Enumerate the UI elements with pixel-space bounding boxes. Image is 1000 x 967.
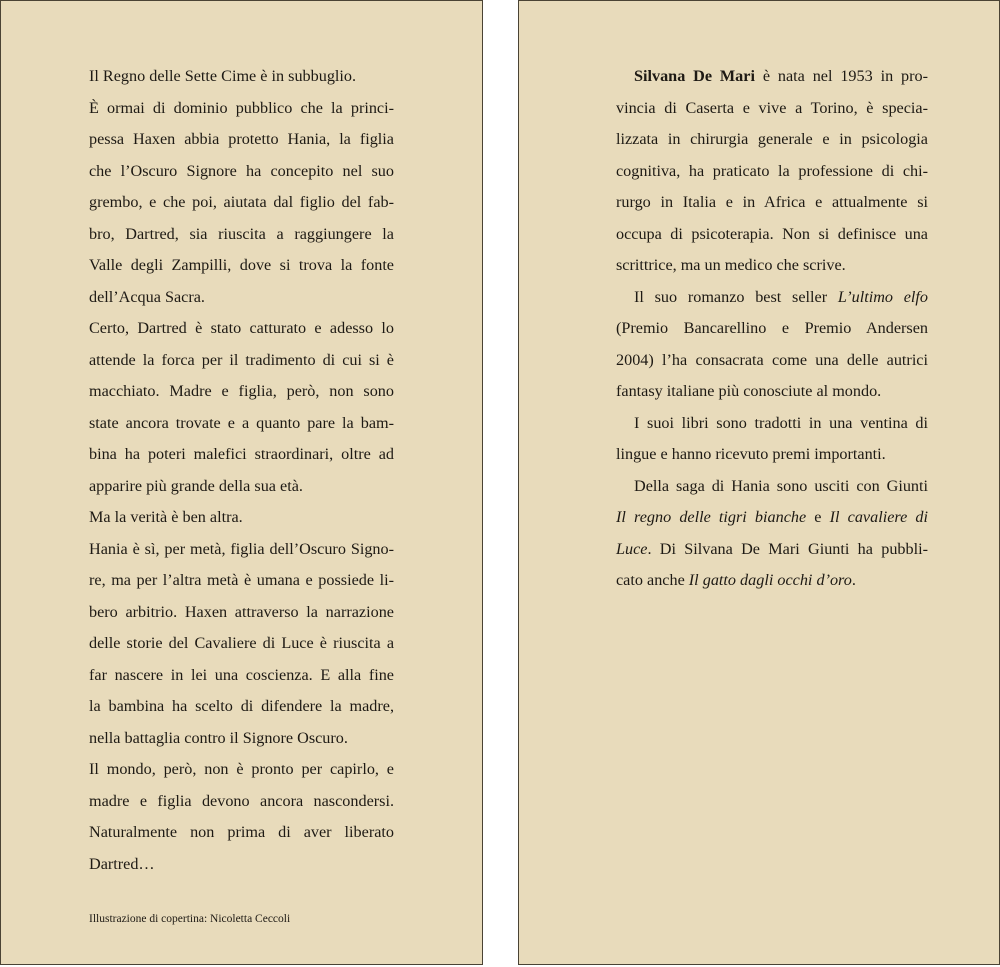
right-flap-page [518, 0, 1000, 965]
text-line: Della saga di Hania sono usciti con Giunti [634, 476, 928, 495]
synopsis-text [89, 61, 394, 880]
text-line [616, 502, 928, 534]
text-line: Naturalmente non prima di aver liberato [89, 823, 394, 841]
text-line: Il Regno delle Sette Cime è in subbuglio. [89, 67, 357, 85]
text-line: Hania è sì, per metà, figlia dell’Oscuro Signo- [89, 539, 394, 558]
text-segment: Il suo romanzo best seller [634, 287, 838, 306]
text-line: scrittrice, ma un medico che scrive. [616, 256, 846, 274]
text-line: delle storie del Cavaliere di Luce è riuscita a [89, 634, 394, 652]
text-line: grembo, e che poi, aiutata dal figlio del fab- [89, 193, 394, 211]
text-line: (Premio Bancarellino e Premio Andersen [616, 319, 928, 337]
text-line: che l’Oscuro Signore ha concepito nel suo [89, 161, 394, 180]
text-line [616, 534, 928, 566]
text-line: pessa Haxen abbia protetto Hania, la figlia [89, 130, 394, 148]
book-title: Luce [616, 539, 648, 558]
text-line: Ma la verità è ben altra. [89, 508, 243, 526]
cover-illustration-credit: Illustrazione di copertina: Nicoletta Ceccoli [89, 913, 291, 925]
book-title: L’ultimo elfo [837, 287, 929, 306]
text-segment: . [851, 571, 856, 589]
text-line: È ormai di dominio pubblico che la princi- [89, 98, 394, 117]
author-bio-text [616, 61, 928, 597]
text-segment: . Di Silvana De Mari Giunti ha pubbli- [647, 539, 928, 558]
book-title: Il cavaliere di [829, 508, 928, 526]
text-segment: cato anche [616, 571, 689, 589]
text-line: nella battaglia contro il Signore Oscuro. [89, 728, 348, 747]
text-line: far nascere in lei una coscienza. E alla fine [89, 665, 394, 684]
text-line [616, 282, 928, 314]
text-line: bero arbitrio. Haxen attraverso la narrazione [89, 602, 394, 621]
text-line: attende la forca per il tradimento di cui si è [89, 350, 394, 369]
text-line: Dartred… [89, 854, 155, 873]
text-line: 2004) l’ha consacrata come una delle autrici [616, 350, 928, 369]
text-line: bro, Dartred, sia riuscita a raggiungere la [89, 224, 394, 243]
text-line: re, ma per l’altra metà è umana e possiede li- [89, 571, 394, 589]
text-line: apparire più grande della sua età. [89, 476, 303, 495]
text-line: madre e figlia devono ancora nascondersi. [89, 791, 394, 810]
text-line: bina ha poteri malefici straordinari, oltre ad [89, 445, 394, 463]
text-line: lizzata in chirurgia generale e in psicologia [616, 130, 928, 148]
text-line: rurgo in Italia e in Africa e attualmente si [616, 193, 928, 211]
text-line: I suoi libri sono tradotti in una ventina di [634, 413, 928, 432]
text-line: state ancora trovate e a quanto pare la bam- [89, 413, 394, 432]
text-line: dell’Acqua Sacra. [89, 287, 205, 306]
text-line: lingue e hanno ricevuto premi importanti. [616, 445, 886, 463]
left-flap-page [0, 0, 483, 965]
text-line: cognitiva, ha praticato la professione di chi- [616, 161, 928, 180]
text-line: la bambina ha scelto di difendere la madre, [89, 697, 394, 715]
author-name: Silvana De Mari [634, 67, 755, 85]
text-line: Certo, Dartred è stato catturato e adesso lo [89, 319, 394, 337]
text-segment: è nata nel 1953 in pro- [754, 67, 929, 85]
text-line: Valle degli Zampilli, dove si trova la fonte [89, 256, 394, 274]
text-line: occupa di psicoterapia. Non si definisce una [616, 224, 928, 243]
text-line [616, 61, 928, 93]
text-segment: e [806, 508, 830, 526]
text-line: macchiato. Madre e figlia, però, non sono [89, 382, 394, 400]
text-line [616, 565, 928, 597]
text-line: fantasy italiane più conosciute al mondo. [616, 382, 882, 400]
book-title: Il regno delle tigri bianche [616, 508, 807, 526]
text-line: Il mondo, però, non è pronto per capirlo, e [89, 760, 394, 778]
text-line: vincia di Caserta e vive a Torino, è specia- [616, 98, 928, 117]
book-title: Il gatto dagli occhi d’oro [688, 571, 852, 589]
